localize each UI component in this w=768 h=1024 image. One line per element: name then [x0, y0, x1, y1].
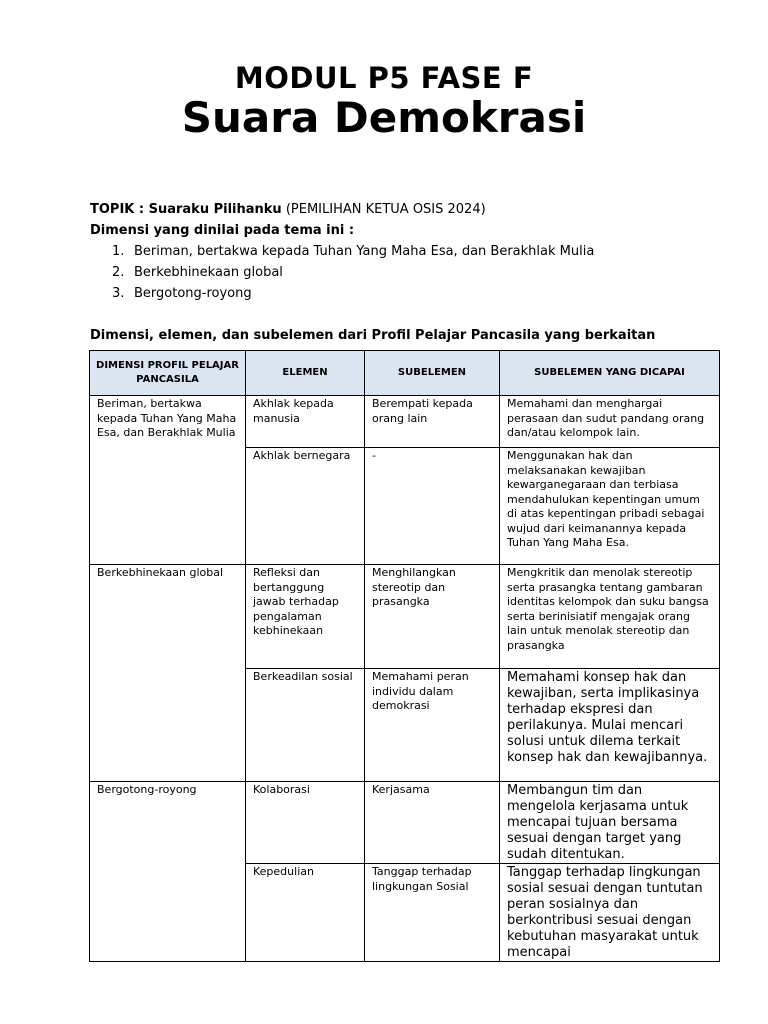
elemen-cell: Kolaborasi: [246, 782, 365, 864]
header-dicapai: SUBELEMEN YANG DICAPAI: [500, 351, 720, 396]
elemen-cell: Berkeadilan sosial: [246, 669, 365, 782]
list-item: 1. Beriman, bertakwa kepada Tuhan Yang Maha Esa, dan Berakhlak Mulia: [112, 244, 595, 259]
table-row: [90, 565, 720, 669]
profile-table: [89, 350, 720, 962]
subelemen-cell: Kerjasama: [365, 782, 500, 864]
elemen-cell: Akhlak kepada manusia: [246, 396, 365, 448]
subelemen-cell: Menghilangkan stereotip dan prasangka: [365, 565, 500, 669]
list-item: 2. Berkebhinekaan global: [112, 265, 283, 280]
dimension-cell: Beriman, bertakwa kepada Tuhan Yang Maha Esa, dan Berakhlak Mulia: [90, 396, 246, 565]
topic-label: TOPIK : Suaraku Pilihanku: [90, 202, 282, 217]
elemen-cell: Akhlak bernegara: [246, 448, 365, 565]
list-item: 3. Bergotong-royong: [112, 286, 252, 301]
elemen-cell: Refleksi dan bertanggung jawab terhadap pengalaman kebhinekaan: [246, 565, 365, 669]
subelemen-cell: -: [365, 448, 500, 565]
subelemen-cell: Berempati kepada orang lain: [365, 396, 500, 448]
dimension-cell: Bergotong-royong: [90, 782, 246, 962]
dicapai-cell: Mengkritik dan menolak stereotip serta prasangka tentang gambaran identitas kelompok dan suku bangsa serta berinisiatif mengajak orang lain untuk menolak stereotip dan prasangka: [500, 565, 720, 669]
dimensions-list: [112, 243, 594, 306]
header-elemen: ELEMEN: [246, 351, 365, 396]
dimensions-heading: Dimensi yang dinilai pada tema ini :: [90, 223, 355, 238]
subelemen-cell: Memahami peran individu dalam demokrasi: [365, 669, 500, 782]
dicapai-cell: Tanggap terhadap lingkungan sosial sesuai dengan tuntutan peran sosialnya dan berkontribusi sesuai dengan kebutuhan masyarakat untuk mencapai: [500, 864, 720, 962]
theme-title: Suara Demokrasi: [181, 93, 587, 142]
subelemen-cell: Tanggap terhadap lingkungan Sosial: [365, 864, 500, 962]
topic-line: [90, 201, 486, 219]
header-dimensi: DIMENSI PROFIL PELAJAR PANCASILA: [90, 351, 246, 396]
document-title: [0, 60, 768, 142]
dicapai-cell: Menggunakan hak dan melaksanakan kewajiban kewarganegaraan dan terbiasa mendahulukan kepentingan umum di atas kepentingan pribadi sebagai wujud dari keimanannya kepada Tuhan Yang Maha Esa.: [500, 448, 720, 565]
table-header-row: [90, 351, 720, 396]
table-row: [90, 782, 720, 864]
module-title: MODUL P5 FASE F: [234, 61, 534, 95]
table-title: Dimensi, elemen, dan subelemen dari Profil Pelajar Pancasila yang berkaitan: [90, 328, 656, 343]
header-subelemen: SUBELEMEN: [365, 351, 500, 396]
dicapai-cell: Memahami dan menghargai perasaan dan sudut pandang orang dan/atau kelompok lain.: [500, 396, 720, 448]
topic-detail: (PEMILIHAN KETUA OSIS 2024): [281, 202, 486, 217]
table-row: [90, 396, 720, 448]
elemen-cell: Kepedulian: [246, 864, 365, 962]
dimension-cell: Berkebhinekaan global: [90, 565, 246, 782]
dicapai-cell: Memahami konsep hak dan kewajiban, serta implikasinya terhadap ekspresi dan perilakunya. Mulai mencari solusi untuk dilema terkait konsep hak dan kewajibannya.: [500, 669, 720, 782]
dicapai-cell: Membangun tim dan mengelola kerjasama untuk mencapai tujuan bersama sesuai dengan target yang sudah ditentukan.: [500, 782, 720, 864]
